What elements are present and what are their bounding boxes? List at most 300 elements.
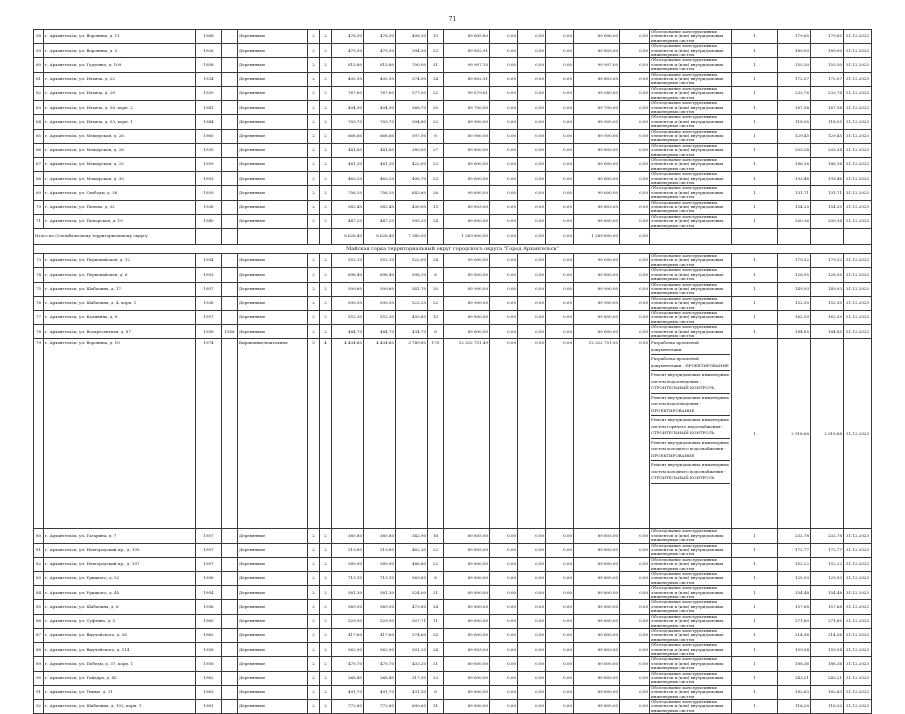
- table-cell: 0,00: [620, 186, 650, 200]
- table-row: [34, 200, 872, 214]
- table-cell: 0,00: [546, 58, 574, 72]
- table-cell: [222, 186, 238, 200]
- table-cell: 0,00: [546, 143, 574, 157]
- table-cell: 473,80: [396, 600, 428, 614]
- table-cell: 1: [732, 614, 778, 628]
- table-cell: 0,00: [490, 72, 518, 86]
- table-cell: 0,00: [518, 282, 546, 296]
- table-cell: 374,60: [396, 628, 428, 642]
- table-cell: г. Архангельск, ул. Новгородский пр., д. 105: [44, 543, 196, 557]
- table-cell: 8: [428, 325, 444, 339]
- table-cell: 152,22: [778, 557, 811, 571]
- table-cell: [222, 157, 238, 171]
- table-cell: 200,36: [811, 214, 844, 228]
- table-cell: 368,70: [396, 101, 428, 115]
- table-cell: 8: [428, 268, 444, 282]
- table-cell: 1: [732, 86, 778, 100]
- table-row: [34, 44, 872, 58]
- table-cell: 118,05: [778, 115, 811, 129]
- table-cell: 581,30: [332, 586, 364, 600]
- work-item: Разработка проектной документации - ПРОЕКТИРОВАНИЕ: [651, 355, 730, 371]
- table-row: [34, 143, 872, 157]
- table-cell: 167,58: [811, 101, 844, 115]
- table-cell: 1958: [196, 58, 222, 72]
- table-cell: 0,00: [518, 268, 546, 282]
- table-cell: 89 802,91: [444, 72, 490, 86]
- table-row: [34, 685, 872, 699]
- table-cell: 186,16: [778, 157, 811, 171]
- table-cell: 0,00: [546, 101, 574, 115]
- subtotal-cell: 0,00: [518, 229, 546, 245]
- table-cell: 90: [34, 671, 44, 685]
- table-cell: 2: [308, 200, 320, 214]
- table-cell: 463,20: [364, 172, 396, 186]
- table-cell: 91: [34, 685, 44, 699]
- table-cell: 562,90: [364, 643, 396, 657]
- table-cell: 89 600,00: [444, 214, 490, 228]
- table-cell: 478,30: [364, 30, 396, 44]
- table-cell: 31.12.2023: [844, 671, 872, 685]
- table-cell: 182,63: [811, 685, 844, 699]
- table-cell: 31: [428, 58, 444, 72]
- table-cell: 0,00: [546, 214, 574, 228]
- table-cell: 0,00: [546, 614, 574, 628]
- table-cell: 0,00: [518, 671, 546, 685]
- table-cell: 431,50: [396, 685, 428, 699]
- table-cell: 0,00: [620, 671, 650, 685]
- table-cell: 581,30: [364, 586, 396, 600]
- table-cell: Обследование конструктивных элементов и (или) внутридомовых инженерных систем: [650, 325, 732, 339]
- table-cell: 2 918,68: [811, 339, 844, 529]
- table-cell: 128,95: [811, 268, 844, 282]
- table-cell: 1: [732, 685, 778, 699]
- table-cell: 1: [732, 268, 778, 282]
- table-cell: 99 907,00: [574, 58, 620, 72]
- table-cell: 62: [34, 86, 44, 100]
- subtotal-cell: [196, 229, 222, 245]
- table-row: [34, 214, 872, 228]
- table-cell: г. Архангельск, ул. Выучейского, д. 36: [44, 628, 196, 642]
- table-cell: [222, 529, 238, 543]
- table-cell: 0,00: [620, 115, 650, 129]
- table-cell: 1: [732, 44, 778, 58]
- table-cell: 590,30: [332, 296, 364, 310]
- table-cell: 0,00: [490, 657, 518, 671]
- table-cell: Обследование конструктивных элементов и (или) внутридомовых инженерных систем: [650, 115, 732, 129]
- table-cell: 2: [308, 614, 320, 628]
- table-cell: 493,80: [396, 310, 428, 324]
- table-cell: 668,80: [364, 129, 396, 143]
- table-cell: 89 600,00: [574, 671, 620, 685]
- table-cell: 2: [320, 543, 332, 557]
- table-cell: 89 805,00: [574, 529, 620, 543]
- table-cell: 31.12.2023: [844, 325, 872, 339]
- table-cell: 13: [428, 30, 444, 44]
- table-cell: 0,00: [490, 586, 518, 600]
- subtotal-cell: 1 269 800,00: [574, 229, 620, 245]
- table-cell: 404,90: [332, 101, 364, 115]
- table-cell: 1: [732, 296, 778, 310]
- table-cell: 519,80: [364, 543, 396, 557]
- table-row: [34, 268, 872, 282]
- table-cell: 75: [34, 282, 44, 296]
- table-cell: 1974: [196, 339, 222, 529]
- table-row: [34, 614, 872, 628]
- table-cell: Деревянные: [238, 44, 308, 58]
- table-cell: 99 080,00: [574, 86, 620, 100]
- table-cell: 2: [320, 529, 332, 543]
- table-cell: 0,00: [490, 86, 518, 100]
- table-cell: 89 700,00: [444, 101, 490, 115]
- table-cell: 89 802,91: [444, 44, 490, 58]
- table-cell: 31.12.2023: [844, 628, 872, 642]
- table-cell: 15: [428, 200, 444, 214]
- table-cell: 71: [34, 214, 44, 228]
- table-cell: 22: [428, 296, 444, 310]
- table-cell: 422,00: [396, 157, 428, 171]
- table-cell: 89 600,00: [574, 628, 620, 642]
- subtotal-cell: [308, 229, 320, 245]
- table-cell: 152,30: [778, 296, 811, 310]
- table-cell: 2: [320, 700, 332, 714]
- table-row: [34, 600, 872, 614]
- table-cell: 2: [308, 254, 320, 268]
- table-cell: [222, 129, 238, 143]
- table-cell: 89 803,00: [574, 72, 620, 86]
- work-item: Ремонт внутридомовых инженерных систем холодного водоснабжения - СТРОИТЕЛЬНЫЙ КОНТРОЛЬ: [651, 461, 730, 484]
- table-cell: 99 600,00: [444, 186, 490, 200]
- table-cell: 434,70: [396, 325, 428, 339]
- table-cell: 408,30: [396, 30, 428, 44]
- table-cell: 89 803,00: [444, 643, 490, 657]
- table-cell: 1968: [196, 30, 222, 44]
- table-cell: 2: [320, 86, 332, 100]
- table-cell: 2: [308, 214, 320, 228]
- table-cell: [222, 296, 238, 310]
- table-cell: 1: [732, 200, 778, 214]
- table-cell: 0,00: [518, 44, 546, 58]
- table-cell: 92: [34, 700, 44, 714]
- table-cell: 0,00: [518, 186, 546, 200]
- table-cell: 89 600,00: [574, 172, 620, 186]
- table-cell: 89 803,00: [574, 200, 620, 214]
- table-cell: 22: [428, 44, 444, 58]
- table-cell: 167,58: [778, 101, 811, 115]
- table-cell: 233,76: [778, 86, 811, 100]
- table-cell: 1958: [196, 325, 222, 339]
- table-cell: 2: [308, 44, 320, 58]
- table-cell: 368,40: [364, 671, 396, 685]
- table-cell: 0,00: [490, 254, 518, 268]
- table-row: [34, 129, 872, 143]
- table-cell: 0,00: [620, 200, 650, 214]
- table-cell: 481,30: [364, 157, 396, 171]
- subtotal-cell: [428, 229, 444, 245]
- table-cell: 577,00: [396, 86, 428, 100]
- table-cell: [222, 557, 238, 571]
- table-cell: 172,07: [778, 72, 811, 86]
- table-cell: 0,00: [490, 310, 518, 324]
- table-cell: 31.12.2023: [844, 200, 872, 214]
- table-cell: Деревянные: [238, 557, 308, 571]
- table-cell: 0,00: [620, 157, 650, 171]
- table-cell: 2: [320, 657, 332, 671]
- table-cell: 89 700,00: [574, 101, 620, 115]
- table-cell: 8: [428, 685, 444, 699]
- table-cell: 0,00: [620, 643, 650, 657]
- table-cell: Обследование конструктивных элементов и (или) внутридомовых инженерных систем: [650, 44, 732, 58]
- table-cell: 179,32: [778, 254, 811, 268]
- table-cell: [222, 657, 238, 671]
- table-cell: 0,00: [518, 172, 546, 186]
- table-cell: г. Архангельск, ул. Шабалина, д. 17: [44, 282, 196, 296]
- table-cell: 552,10: [332, 254, 364, 268]
- table-cell: Деревянные: [238, 172, 308, 186]
- table-cell: 149,93: [778, 282, 811, 296]
- table-cell: 462,30: [396, 543, 428, 557]
- table-cell: 21: [428, 586, 444, 600]
- table-cell: г. Архангельск, ул. Ильича, д. 38, корп. 2: [44, 101, 196, 115]
- table-cell: Деревянные: [238, 657, 308, 671]
- table-cell: 475,30: [332, 44, 364, 58]
- table-cell: 0,00: [546, 339, 574, 529]
- table-cell: 0,00: [518, 685, 546, 699]
- table-cell: Деревянные: [238, 129, 308, 143]
- table-cell: г. Архангельск, ул. Калинина, д. 8: [44, 310, 196, 324]
- table-cell: [222, 600, 238, 614]
- table-cell: 0,00: [620, 143, 650, 157]
- table-cell: 522,20: [396, 296, 428, 310]
- table-cell: 186,16: [811, 157, 844, 171]
- table-cell: 2: [320, 157, 332, 171]
- table-cell: г. Архангельск, ул. Свободы, д. 38: [44, 186, 196, 200]
- table-cell: 89 805,00: [444, 543, 490, 557]
- table-cell: 31.12.2023: [844, 268, 872, 282]
- table-cell: 2: [308, 143, 320, 157]
- table-cell: 99 000,00: [444, 254, 490, 268]
- table-cell: 0,00: [546, 115, 574, 129]
- table-cell: г. Архангельск, ул. Воронина, д. 5: [44, 44, 196, 58]
- table-cell: 31.12.2023: [844, 543, 872, 557]
- table-cell: 162,59: [811, 310, 844, 324]
- table-cell: 1957: [196, 557, 222, 571]
- table-cell: 484,70: [332, 325, 364, 339]
- table-row: [34, 572, 872, 586]
- table-cell: 203,34: [778, 143, 811, 157]
- table-cell: 86: [34, 614, 44, 628]
- table-cell: 89 600,00: [574, 157, 620, 171]
- table-cell: Обследование конструктивных элементов и (или) внутридомовых инженерных систем: [650, 700, 732, 714]
- table-cell: 82: [34, 557, 44, 571]
- table-cell: 89 805,00: [444, 529, 490, 543]
- table-cell: 2: [308, 157, 320, 171]
- table-cell: 0,00: [490, 572, 518, 586]
- table-cell: 89 900,00: [444, 282, 490, 296]
- table-cell: 2: [320, 557, 332, 571]
- table-cell: 89 900,00: [574, 296, 620, 310]
- table-cell: Обследование конструктивных элементов и (или) внутридомовых инженерных систем: [650, 101, 732, 115]
- table-cell: 2: [320, 685, 332, 699]
- table-cell: 79: [34, 339, 44, 529]
- table-cell: 85: [34, 600, 44, 614]
- table-cell: 116,20: [778, 700, 811, 714]
- table-row: [34, 529, 872, 543]
- table-cell: 24: [428, 214, 444, 228]
- table-cell: 89: [34, 657, 44, 671]
- table-cell: 385,80: [332, 529, 364, 543]
- table-row: [34, 700, 872, 714]
- table-cell: 1: [732, 557, 778, 571]
- table-cell: 0,00: [620, 268, 650, 282]
- table-cell: 0,00: [518, 214, 546, 228]
- table-cell: 0,00: [490, 44, 518, 58]
- table-cell: 0,00: [546, 586, 574, 600]
- table-cell: 1: [732, 186, 778, 200]
- table-cell: 307,71: [396, 614, 428, 628]
- table-cell: Деревянные: [238, 157, 308, 171]
- table-cell: 89 600,00: [574, 325, 620, 339]
- table-cell: 89 800,00: [574, 685, 620, 699]
- table-cell: 1: [732, 214, 778, 228]
- table-cell: 475,70: [332, 657, 364, 671]
- table-cell: 4 434,60: [332, 339, 364, 529]
- table-cell: Деревянные: [238, 101, 308, 115]
- table-cell: 89 803,00: [574, 643, 620, 657]
- table-cell: 0,00: [546, 657, 574, 671]
- table-cell: 0,00: [546, 254, 574, 268]
- table-cell: 1954: [196, 254, 222, 268]
- table-cell: 131,71: [778, 186, 811, 200]
- table-cell: 243,21: [778, 671, 811, 685]
- table-cell: 0,00: [518, 30, 546, 44]
- table-cell: 0,00: [518, 325, 546, 339]
- table-row: [34, 254, 872, 268]
- table-cell: 27: [428, 143, 444, 157]
- table-row: [34, 296, 872, 310]
- table-cell: 1: [732, 157, 778, 171]
- table-cell: 24: [428, 254, 444, 268]
- table-cell: 0,00: [490, 557, 518, 571]
- table-cell: Деревянные: [238, 200, 308, 214]
- table-cell: [222, 671, 238, 685]
- table-cell: [222, 572, 238, 586]
- table-cell: 0,00: [518, 254, 546, 268]
- subtotal-label: Итого по Соломбальскому территориальному округу: [34, 229, 196, 245]
- table-cell: 31.12.2023: [844, 529, 872, 543]
- table-cell: 189,00: [778, 44, 811, 58]
- table-cell: 1956: [196, 600, 222, 614]
- table-row: [34, 157, 872, 171]
- table-cell: 2: [320, 572, 332, 586]
- table-cell: 1958: [196, 643, 222, 657]
- table-cell: 563,60: [396, 572, 428, 586]
- table-cell: 0,00: [546, 268, 574, 282]
- table-cell: 118,05: [811, 115, 844, 129]
- table-cell: 713,10: [332, 572, 364, 586]
- table-cell: 1: [732, 58, 778, 72]
- table-cell: 2: [308, 172, 320, 186]
- table-cell: Обследование конструктивных элементов и (или) внутридомовых инженерных систем: [650, 685, 732, 699]
- table-cell: 2: [308, 115, 320, 129]
- subtotal-cell: [732, 229, 778, 245]
- table-cell: 481,30: [332, 157, 364, 171]
- table-cell: 129,45: [778, 129, 811, 143]
- table-cell: 0,00: [518, 310, 546, 324]
- table-cell: 1939: [196, 186, 222, 200]
- table-cell: Деревянные: [238, 543, 308, 557]
- table-cell: 179,32: [811, 254, 844, 268]
- table-cell: [222, 58, 238, 72]
- table-cell: 84: [34, 586, 44, 600]
- table-cell: 0,00: [490, 296, 518, 310]
- table-cell: 0,00: [546, 157, 574, 171]
- table-cell: 486,80: [396, 557, 428, 571]
- table-cell: г. Архангельск, ул. Суфтина, д. 5: [44, 614, 196, 628]
- table-cell: 25: [428, 628, 444, 642]
- table-cell: 0,00: [546, 572, 574, 586]
- table-cell: Деревянные: [238, 572, 308, 586]
- table-cell: 404,90: [364, 101, 396, 115]
- table-cell: Обследование конструктивных элементов и (или) внутридомовых инженерных систем: [650, 143, 732, 157]
- table-cell: 12 322 751,00: [574, 339, 620, 529]
- table-cell: 1: [732, 310, 778, 324]
- table-cell: 1957: [196, 282, 222, 296]
- table-cell: 569,50: [364, 600, 396, 614]
- table-cell: 0,00: [490, 543, 518, 557]
- table-cell: 2: [320, 310, 332, 324]
- table-cell: 1953: [196, 172, 222, 186]
- table-cell: 562,90: [332, 643, 364, 657]
- table-cell: 1958: [222, 325, 238, 339]
- table-cell: 0,00: [490, 172, 518, 186]
- table-cell: 31.12.2023: [844, 296, 872, 310]
- table-cell: 89 800,00: [444, 143, 490, 157]
- table-cell: 690,60: [396, 700, 428, 714]
- table-cell: 31.12.2023: [844, 643, 872, 657]
- table-cell: 89 900,00: [574, 129, 620, 143]
- table-cell: [222, 685, 238, 699]
- table-cell: 31.12.2023: [844, 186, 872, 200]
- table-cell: 2: [308, 586, 320, 600]
- table-cell: 2: [320, 586, 332, 600]
- table-cell: 1: [732, 339, 778, 529]
- table-cell: 24: [428, 72, 444, 86]
- table-cell: 0,00: [518, 115, 546, 129]
- table-cell: 78: [34, 325, 44, 339]
- table-cell: 0,00: [546, 671, 574, 685]
- table-cell: г. Архангельск, ул. Поморская, д. 19: [44, 214, 196, 228]
- table-cell: 89 600,00: [444, 172, 490, 186]
- table-cell: 67: [34, 157, 44, 171]
- table-cell: 463,20: [332, 172, 364, 186]
- table-cell: Обследование конструктивных элементов и (или) внутридомовых инженерных систем: [650, 214, 732, 228]
- table-cell: [222, 172, 238, 186]
- table-cell: 22: [428, 115, 444, 129]
- table-cell: 189,00: [811, 44, 844, 58]
- table-cell: 2: [320, 58, 332, 72]
- table-cell: 31.12.2023: [844, 115, 872, 129]
- table-cell: 0,00: [490, 614, 518, 628]
- table-cell: 154,48: [811, 586, 844, 600]
- table-cell: 0,00: [620, 58, 650, 72]
- table-cell: 89 600,00: [444, 671, 490, 685]
- table-cell: г. Архангельск, ул. Первомайская, д. 12: [44, 254, 196, 268]
- table-cell: 492,50: [364, 72, 396, 86]
- table-cell: 154,20: [811, 200, 844, 214]
- table-cell: 89 800,00: [574, 268, 620, 282]
- table-cell: 598,10: [396, 268, 428, 282]
- table-cell: 157,68: [811, 600, 844, 614]
